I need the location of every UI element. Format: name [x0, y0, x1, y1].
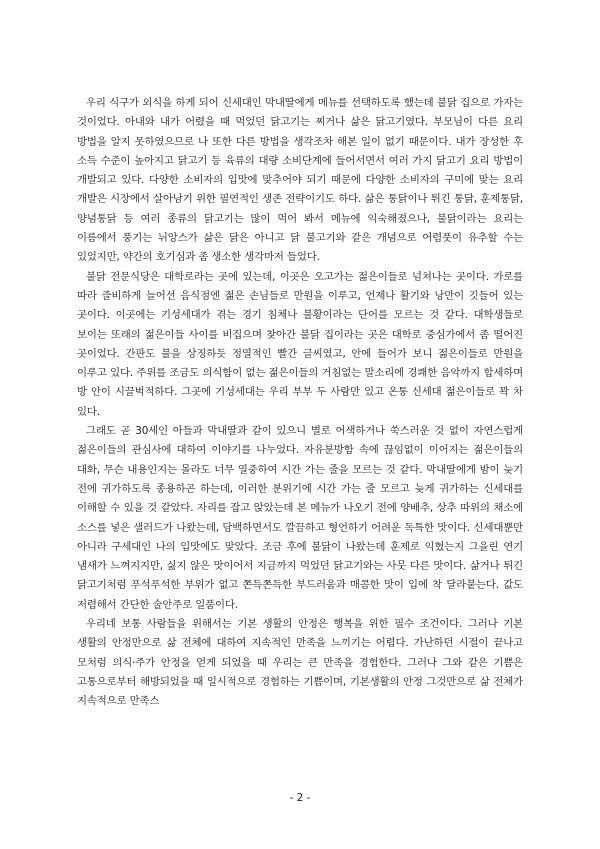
paragraph-1: 우리 식구가 외식을 하게 되어 신세대인 막내딸에게 메뉴를 선택하도록 했는데 불닭 집으로 가자는 것이었다. 아내와 내가 어렸을 때 먹었던 닭고기는 찌거나 삶은 닭고기였다. 부모님이 다른 요리 방법을 알지 못하였으므로 나 또한 다른 방법을 생각조차 해본 일이 없기 때문이다. 내가 장성한 후 소득 수준이 높아지고 닭고기 등 육류의 대량 소비단계에 들어서면서 여러 가지 닭고기 요리 방법이 개발되고 있다. 다양한 소비자의 입맛에 맞추어야 되기 때문에 다양한 소비자의 구미에 맞는 요리 개발은 시장에서 살아남기 위한 필연적인 생존 전략이기도 하다. 삶은 통닭이나 튀긴 통닭, 훈제통닭, 양념통닭 등 여러 종류의 닭고기는 많이 먹어 봐서 메뉴에 익숙해졌으나, 불닭이라는 요리는 이름에서 풍기는 뉘앙스가 삶은 닭은 아니고 닭 불고기와 같은 개념으로 어렴풋이 유추할 수는 있었지만, 약간의 호기심과 좀 생소한 생각마저 들었다.	[77, 97, 523, 264]
body-text	[77, 94, 523, 712]
paragraph-3: 그래도 곧 30세인 아들과 막내딸과 같이 있으니 별로 어색하거나 쑥스러운 것 없이 자연스럽게 젊은이들의 관심사에 대하여 이야기를 나누었다. 자유분방함 속에 끊임없이 이어지는 젊은이들의 대화, 무슨 내용인지는 몰라도 너무 열중하여 시간 가는 줄을 모르는 것 같다. 막내딸에게 밤이 늦기 전에 귀가하도록 종용하곤 하는데, 이러한 분위기에 시간 가는 줄 모르고 늦게 귀가하는 신세대를 이해할 수 있을 것 같았다. 자리를 잡고 앉았는데 본 메뉴가 나오기 전에 양배추, 상추 따위의 채소에 소스를 넣은 샐러드가 나왔는데, 담백하면서도 깔끔하고 형언하기 어려운 독특한 맛이다. 신세대뿐만 아니라 구세대인 나의 입맛에도 맞았다. 조금 후에 불닭이 나왔는데 훈제로 익혔는지 그을린 연기 냄새가 느껴지지만, 싫지 않은 맛이어서 지금까지 먹었던 닭고기와는 사뭇 다른 맛이다. 삶거나 튀긴 닭고기처럼 푸석푸석한 부위가 없고 쫀득쫀득한 부드러움과 매콤한 맛이 입에 착 달라붙는다. 값도 저렴해서 간단한 술안주로 일품이다.	[77, 425, 523, 611]
page-number: - 2 -	[289, 792, 311, 804]
paragraph-2: 불닭 전문식당은 대학로라는 곳에 있는데, 이곳은 오고가는 젊은이들로 넘쳐나는 곳이다. 가로를 따라 즐비하게 늘어선 음식점엔 젊은 손님들로 만원을 이루고, 언제나 활기와 낭만이 깃들어 있는 곳이다. 이곳에는 기성세대가 겪는 경기 침체나 불황이라는 단어를 모르는 것 같다. 대학생들로 보이는 또래의 젊은이들 사이를 비집으며 찾아간 불닭 집이라는 곳은 대학로 중심가에서 좀 떨어진 곳이었다. 간판도 불을 상징하듯 정열적인 빨간 글씨였고, 안에 들어가 보니 젊은이들로 만원을 이루고 있다. 주위를 조금도 의식함이 없는 젊은이들의 거침없는 말소리에 경쾌한 음악까지 합세하며 방 안이 시끌벅적하다. 그곳에 기성세대는 우리 부부 두 사람만 있고 온통 신세대 젊은이들로 꽉 차 있다.	[77, 270, 523, 418]
paragraph-4: 우리네 보통 사람들을 위해서는 기본 생활의 안정은 행복을 위한 필수 조건이다. 그러나 기본 생활의 안정만으로 삶 전체에 대하여 지속적인 만족을 느끼기는 어렵다. 가난하던 시절이 끝나고 모처럼 의식·주가 안정을 얻게 되었을 때 우리는 큰 만족을 경험한다. 그러나 그와 같은 기쁨은 고통으로부터 해방되었을 때 일시적으로 경험하는 기쁨이며, 기본생활의 안정 그것만으로 삶 전체가 지속적으로 만족스	[77, 618, 523, 708]
